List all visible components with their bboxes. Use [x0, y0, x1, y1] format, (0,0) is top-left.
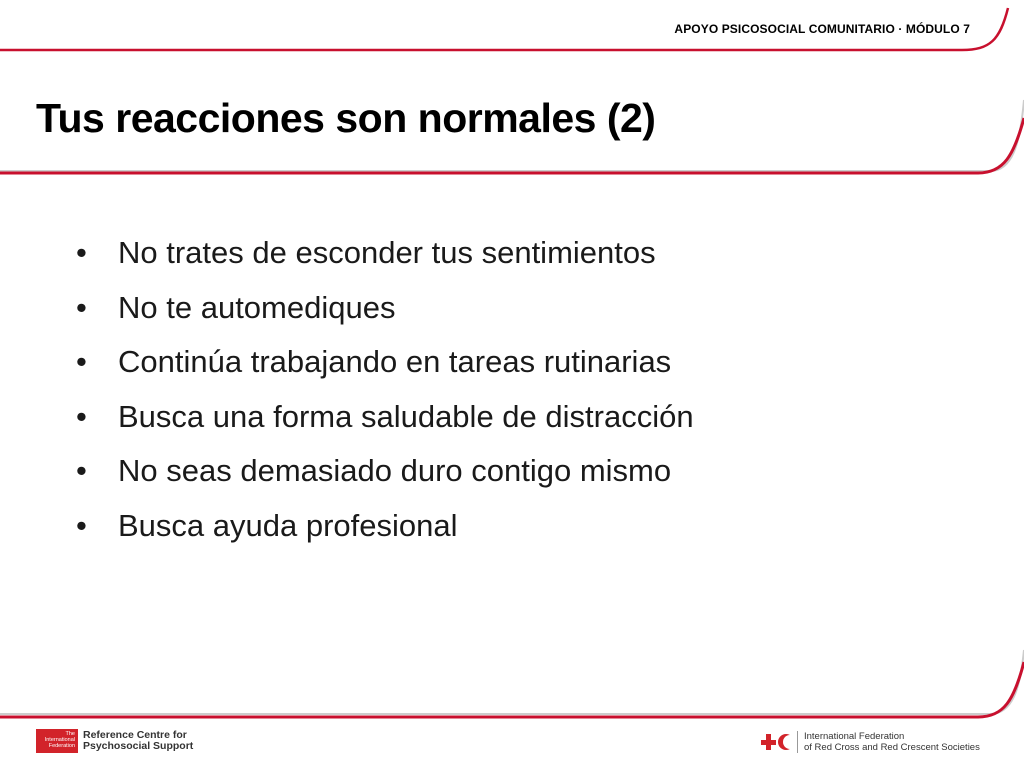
ifrc-name: International Federation of Red Cross and Red Crescent Societies: [804, 731, 980, 753]
red-cross-crescent-icon: [759, 731, 795, 753]
footer-gray-rule: [0, 650, 1024, 714]
bullet-icon: •: [76, 344, 87, 380]
logo-divider: [797, 731, 798, 753]
bullet-text: Continúa trabajando en tareas rutinarias: [118, 344, 672, 380]
bullet-text: Busca ayuda profesional: [118, 507, 458, 543]
bullet-text: Busca una forma saludable de distracción: [118, 398, 694, 434]
bullet-text: No trates de esconder tus sentimientos: [118, 235, 656, 270]
bullet-item: [76, 226, 694, 281]
bullet-item: [76, 499, 694, 554]
bullet-item: [76, 444, 694, 499]
reference-centre-name: Reference Centre for Psychosocial Support: [83, 729, 194, 752]
bullet-item: [76, 390, 694, 445]
module-header: APOYO PSICOSOCIAL COMUNITARIO · MÓDULO 7: [674, 22, 970, 36]
bullet-list: [76, 226, 694, 554]
bullet-item: [76, 335, 694, 390]
bullet-text: No te automediques: [118, 289, 396, 325]
footer-swoosh-line: [0, 662, 1024, 717]
reference-centre-logo: [36, 729, 193, 753]
bullet-icon: •: [76, 507, 87, 543]
ifrc-badge-icon: The International Federation: [36, 729, 78, 753]
bullet-icon: •: [76, 235, 87, 270]
bullet-text: No seas demasiado duro contigo mismo: [118, 453, 672, 489]
bullet-icon: •: [76, 453, 87, 489]
slide-title: Tus reacciones son normales (2): [36, 95, 656, 141]
bullet-item: [76, 281, 694, 336]
ifrc-logo: [759, 730, 980, 754]
bullet-icon: •: [76, 289, 87, 325]
bullet-icon: •: [76, 398, 87, 434]
